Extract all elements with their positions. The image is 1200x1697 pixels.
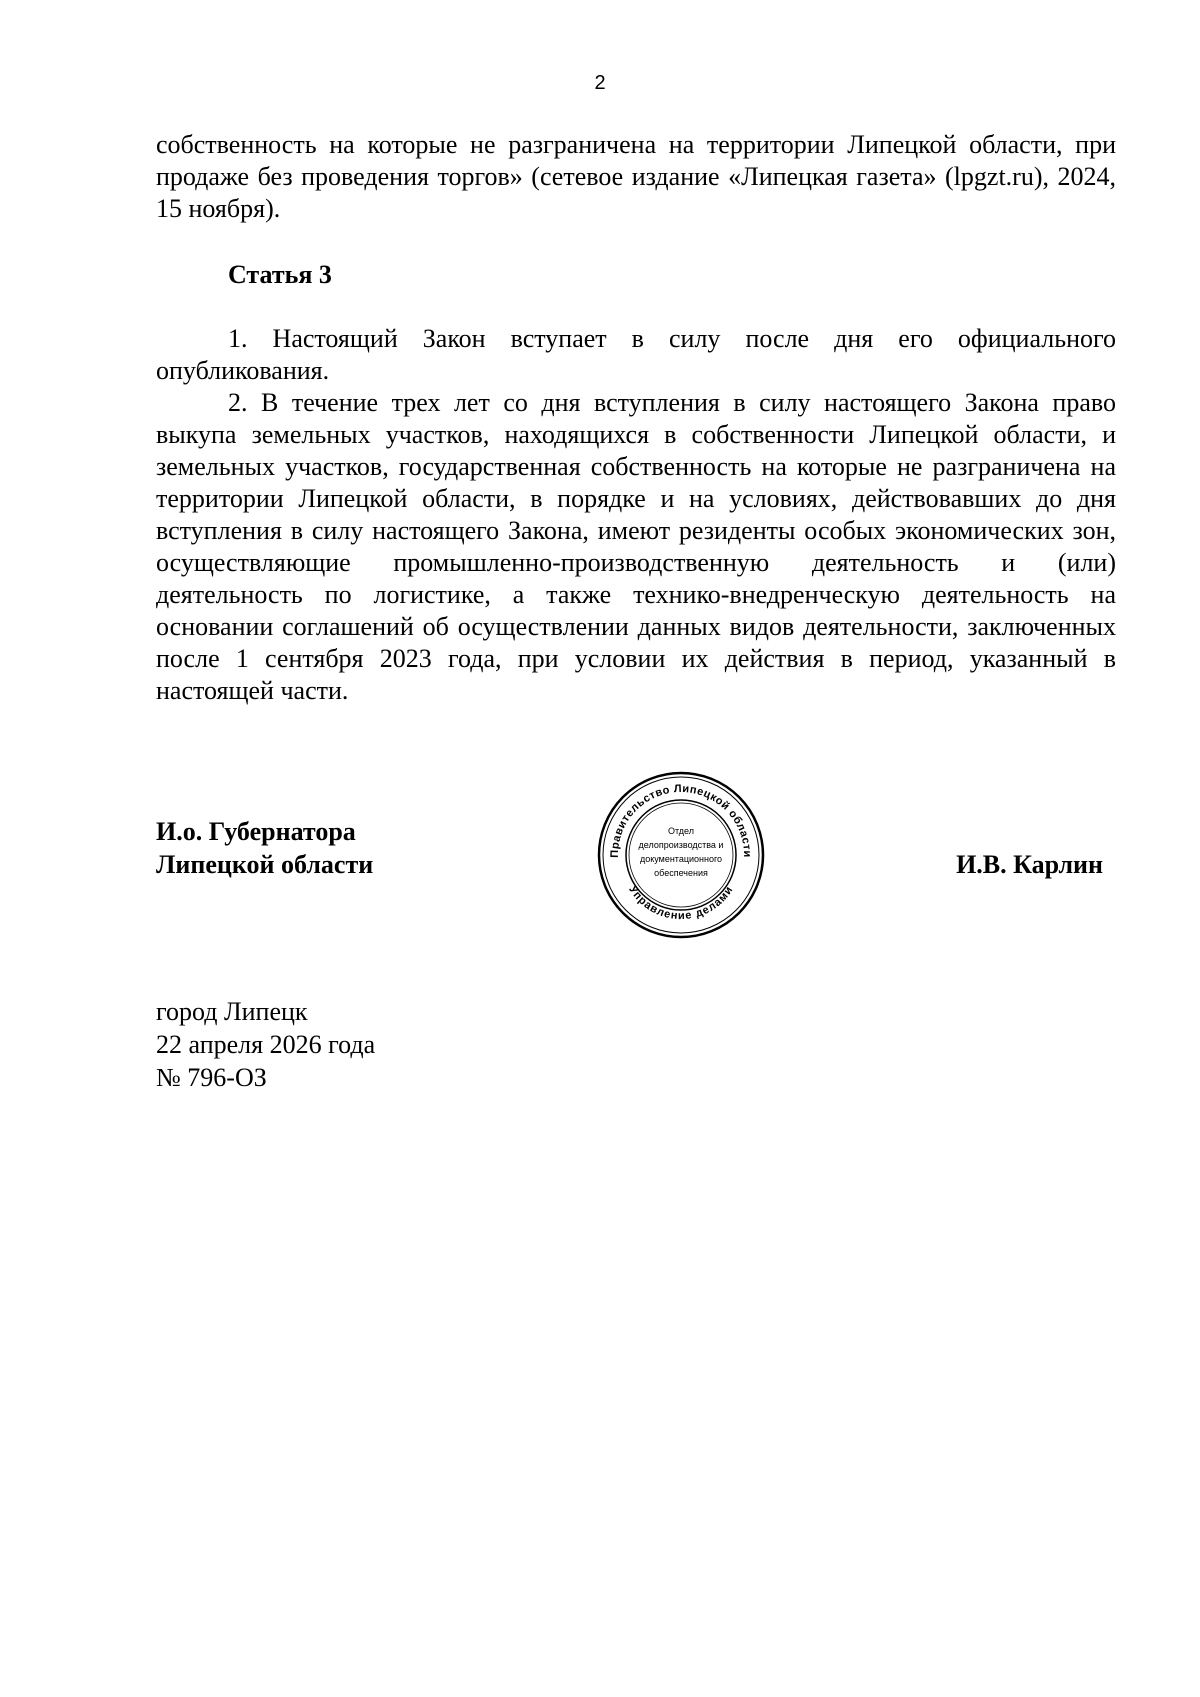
article-paragraph-1: 1. Настоящий Закон вступает в силу после дня его официального опубликования. xyxy=(156,324,1116,385)
seal-inner-line-1: Отдел xyxy=(667,826,695,836)
footer-city: город Липецк xyxy=(156,997,308,1026)
footer-date: 22 апреля 2026 года xyxy=(156,1030,376,1059)
document-footer xyxy=(156,995,375,1094)
official-seal-icon xyxy=(596,770,766,940)
intro-text: собственность на которые не разграничена на территории Липецкой области, при продаже без проведения торгов» (сетевое издание «Липецкая газета» (lpgzt.ru), 2024, 15 ноября). xyxy=(156,130,1116,223)
seal-inner-line-2: делопроизводства и xyxy=(638,840,724,850)
article-paragraph-2: 2. В течение трех лет со дня вступления в силу настоящего Закона право выкупа земельных участков, находящихся в собственности Липецкой области, и земельных участков, государственная собственность на которые не разграничена на территории Липецкой области, в порядке и на условиях, действовавших до дня вступления в силу настоящего Закона, имеют резиденты особых экономических зон, осуществляющие промышленно-производственную деятельность и (или) деятельность по логистике, а также технико-внедренческую деятельность на основании соглашений об осуществлении данных видов деятельности, заключенных после 1 сентября 2023 года, при условии их действия в период, указанный в настоящей части. xyxy=(156,388,1116,705)
intro-paragraph xyxy=(156,129,1116,225)
signatory-title-line-2: Липецкой области xyxy=(156,850,374,879)
footer-law-number: № 796-ОЗ xyxy=(156,1063,267,1092)
page-number: 2 xyxy=(594,72,606,94)
seal-inner-line-4: обеспечения xyxy=(654,868,708,878)
article-heading: Статья 3 xyxy=(228,260,332,289)
article-body xyxy=(156,323,1116,707)
seal-outer-top-text: Правительство Липецкой области xyxy=(608,782,754,858)
seal-inner-line-3: документационного xyxy=(639,854,723,864)
seal-outer-bottom-text: Управление делами xyxy=(626,883,736,923)
signatory-title-line-1: И.о. Губернатора xyxy=(156,817,356,846)
signatory-title xyxy=(156,815,373,881)
signatory-name: И.В. Карлин xyxy=(956,850,1103,879)
